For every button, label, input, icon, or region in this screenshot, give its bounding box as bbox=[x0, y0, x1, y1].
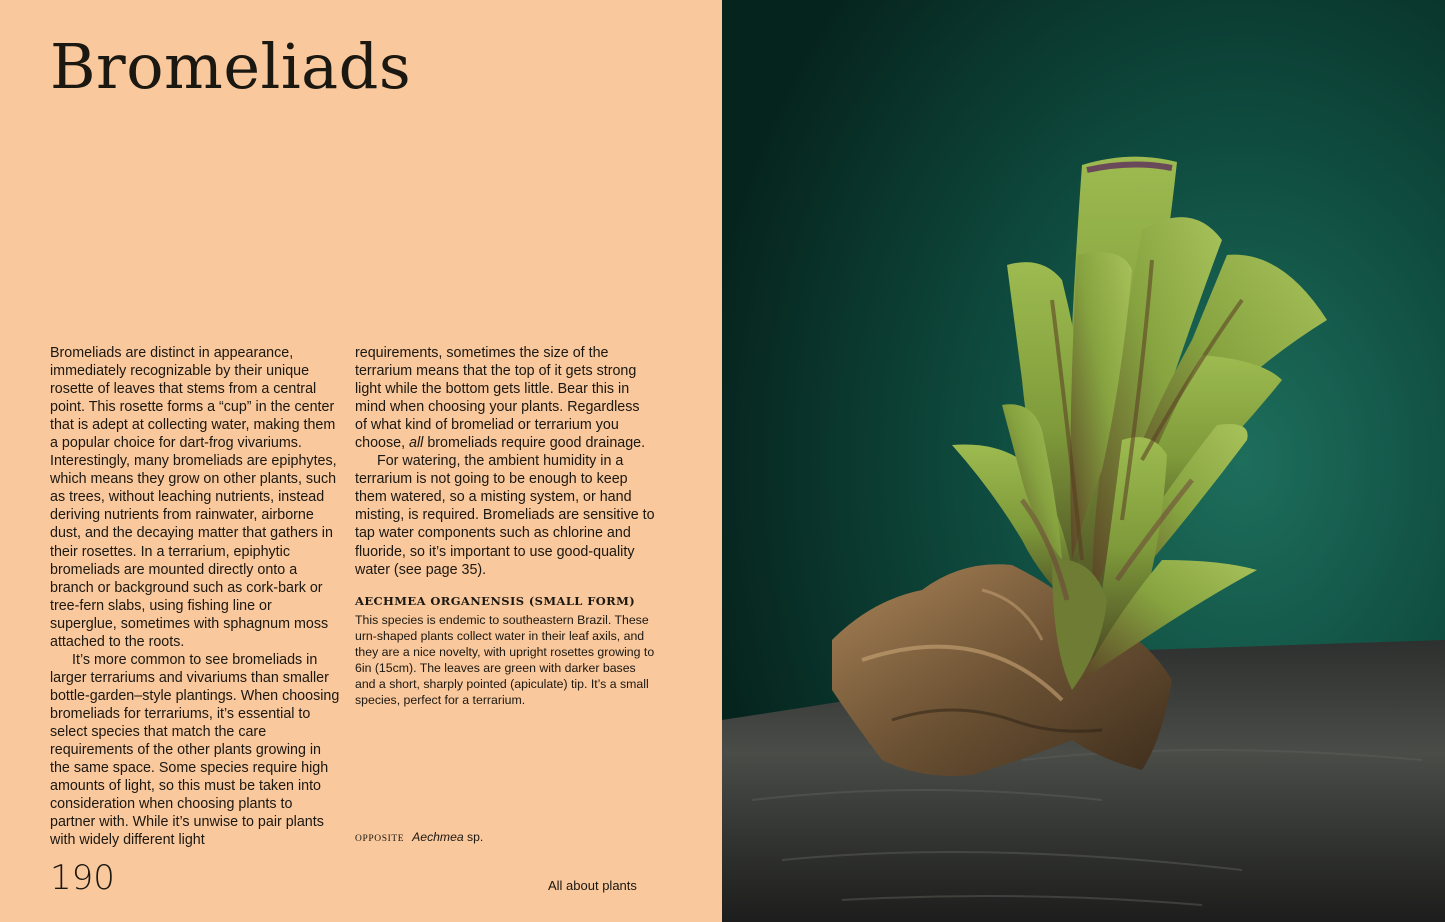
plant-photo bbox=[722, 0, 1445, 922]
sidebar-heading: AECHMEA ORGANENSIS (SMALL FORM) bbox=[355, 593, 636, 608]
caption-suffix: sp. bbox=[463, 830, 484, 844]
photo-caption bbox=[355, 830, 483, 844]
body-paragraph bbox=[355, 344, 655, 452]
running-footer: All about plants bbox=[548, 878, 637, 893]
body-column-2 bbox=[355, 344, 655, 708]
body-paragraph: For watering, the ambient humidity in a terrarium is not going to be enough to keep them watered, so a misting system, or hand misting, is required. Bromeliads are sensitive to tap water components such as chlorine and fluoride, so it’s important to use good-quality water (see page 35). bbox=[355, 453, 655, 578]
bromeliad-photo-illustration bbox=[722, 0, 1445, 922]
emphasis-text: all bbox=[409, 435, 424, 452]
body-column-1 bbox=[50, 344, 340, 849]
sidebar-text: This species is endemic to southeastern Brazil. These urn-shaped plants collect water in their leaf axils, and they are a nice novelty, with upright rosettes growing to 6in (15cm). The leaves are green with darker bases and a short, sharply pointed (apiculate) tip. It’s a small species, perfect for a terrarium. bbox=[355, 612, 655, 707]
body-text: requirements, sometimes the size of the terrarium means that the top of it gets strong light while the bottom gets little. Bear this in mind when choosing your plants. Regardless of what kind of bromeliad or terrarium you choose, bbox=[355, 345, 640, 452]
caption-label: OPPOSITE bbox=[355, 834, 405, 844]
page-title: Bromeliads bbox=[50, 30, 412, 103]
left-page bbox=[0, 0, 722, 922]
body-paragraph: It’s more common to see bromeliads in larger terrariums and vivariums than smaller bottle-garden–style plantings. When choosing bromeliads for terrariums, it’s essential to select species that match the care requirements of the other plants growing in the same space. Some species require high amounts of light, so this must be taken into consideration when choosing plants to partner with. While it’s unwise to pair plants with widely different light bbox=[50, 651, 340, 849]
body-text: bromeliads require good drainage. bbox=[423, 435, 646, 452]
caption-species: Aechmea bbox=[412, 830, 464, 844]
body-paragraph: Bromeliads are distinct in appearance, immediately recognizable by their unique rosette of leaves that stems from a central point. This rosette forms a “cup” in the center that is adept at collecting water, making them a popular choice for dart-frog vivariums. Interestingly, many bromeliads are epiphytes, which means they grow on other plants, such as trees, without leaching nutrients, instead deriving nutrients from rainwater, airborne dust, and the decaying matter that gathers in their rosettes. In a terrarium, epiphytic bromeliads are mounted directly onto a branch or background such as cork-bark or tree-fern slabs, using fishing line or superglue, sometimes with sphagnum moss attached to the roots. bbox=[50, 345, 337, 650]
page-number: 190 bbox=[50, 858, 115, 898]
